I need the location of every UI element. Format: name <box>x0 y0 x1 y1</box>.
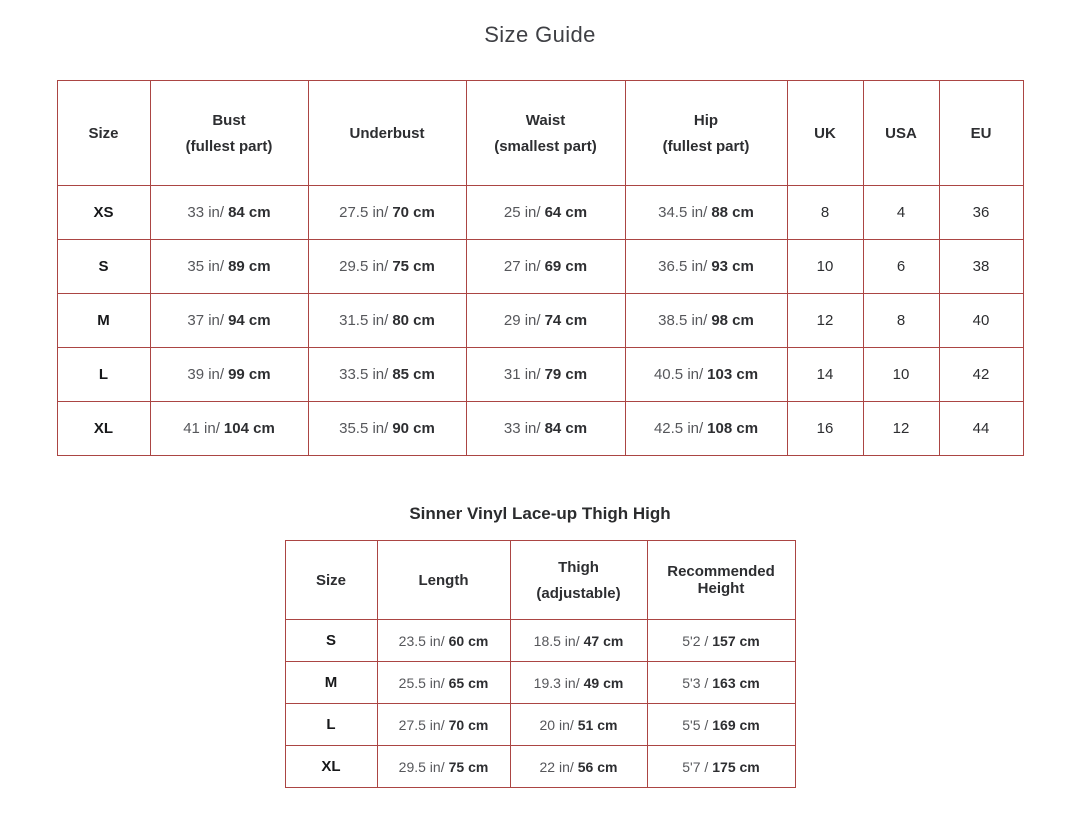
height-cell <box>647 704 795 746</box>
inches-value: 38.5 in/ <box>658 312 708 329</box>
underbust-cell <box>308 294 466 348</box>
inches-value: 29 in/ <box>503 312 541 329</box>
inches-value: 42.5 in/ <box>653 420 704 437</box>
size-cell: M <box>285 662 377 704</box>
uk-cell: 16 <box>787 402 863 456</box>
header-uk: UK <box>787 81 863 186</box>
usa-cell: 4 <box>863 186 939 240</box>
cm-value: 70 cm <box>392 204 435 221</box>
bust-cell <box>150 294 308 348</box>
table-row <box>285 704 795 746</box>
bust-cell <box>150 186 308 240</box>
height-cell <box>647 620 795 662</box>
length-cell <box>377 704 510 746</box>
header-waist-line2: (smallest part) <box>494 137 597 155</box>
thigh-cell <box>510 662 647 704</box>
cm-value: 90 cm <box>392 420 435 437</box>
feet-value: 5'3 / <box>682 674 709 691</box>
size-cell: L <box>57 348 150 402</box>
cm-value: 65 cm <box>448 674 489 691</box>
size-guide-table <box>57 80 1024 456</box>
header-waist-line1: Waist <box>525 111 566 129</box>
inches-value: 29.5 in/ <box>339 258 389 275</box>
header-eu: EU <box>939 81 1023 186</box>
size-cell: S <box>285 620 377 662</box>
cm-value: 70 cm <box>448 716 489 733</box>
inches-value: 27.5 in/ <box>398 716 445 733</box>
inches-value: 36.5 in/ <box>658 258 708 275</box>
inches-value: 40.5 in/ <box>653 366 704 383</box>
eu-cell: 36 <box>939 186 1023 240</box>
inches-value: 19.3 in/ <box>533 674 580 691</box>
cm-value: 56 cm <box>577 758 618 775</box>
hip-cell <box>625 348 787 402</box>
underbust-cell <box>308 186 466 240</box>
header-thigh-line2: (adjustable) <box>536 584 621 602</box>
thigh-cell <box>510 704 647 746</box>
eu-cell: 44 <box>939 402 1023 456</box>
table-row <box>57 294 1023 348</box>
cm-value: 104 cm <box>223 420 275 437</box>
table-header-row <box>285 541 795 620</box>
cm-value: 93 cm <box>711 258 754 275</box>
inches-value: 27.5 in/ <box>339 204 389 221</box>
header-thigh-line1: Thigh <box>558 558 599 576</box>
header-underbust: Underbust <box>308 81 466 186</box>
underbust-cell <box>308 348 466 402</box>
feet-value: 5'2 / <box>682 632 709 649</box>
size-cell: XL <box>285 746 377 788</box>
waist-cell <box>466 240 625 294</box>
size-cell: L <box>285 704 377 746</box>
cm-value: 79 cm <box>544 366 588 383</box>
height-cell <box>647 662 795 704</box>
waist-cell <box>466 402 625 456</box>
cm-value: 69 cm <box>544 258 588 275</box>
waist-cell <box>466 348 625 402</box>
cm-value: 47 cm <box>583 632 624 649</box>
header-thigh <box>510 541 647 620</box>
size-cell: M <box>57 294 150 348</box>
bust-cell <box>150 402 308 456</box>
table-row <box>285 746 795 788</box>
inches-value: 25.5 in/ <box>398 674 445 691</box>
inches-value: 39 in/ <box>187 366 225 383</box>
inches-value: 27 in/ <box>503 258 541 275</box>
header-bust <box>150 81 308 186</box>
length-cell <box>377 662 510 704</box>
cm-value: 80 cm <box>392 312 435 329</box>
cm-value: 98 cm <box>711 312 754 329</box>
waist-cell <box>466 294 625 348</box>
header-waist <box>466 81 625 186</box>
usa-cell: 12 <box>863 402 939 456</box>
cm-value: 60 cm <box>448 632 489 649</box>
waist-cell <box>466 186 625 240</box>
hip-cell <box>625 294 787 348</box>
cm-value: 85 cm <box>392 366 435 383</box>
table-row <box>285 662 795 704</box>
uk-cell: 14 <box>787 348 863 402</box>
cm-value: 75 cm <box>448 758 489 775</box>
cm-value: 74 cm <box>544 312 588 329</box>
cm-value: 75 cm <box>392 258 435 275</box>
uk-cell: 10 <box>787 240 863 294</box>
usa-cell: 8 <box>863 294 939 348</box>
size-cell: S <box>57 240 150 294</box>
inches-value: 29.5 in/ <box>398 758 445 775</box>
hip-cell <box>625 402 787 456</box>
thigh-cell <box>510 620 647 662</box>
length-cell <box>377 620 510 662</box>
inches-value: 33 in/ <box>187 204 225 221</box>
bust-cell <box>150 348 308 402</box>
inches-value: 22 in/ <box>539 758 574 775</box>
inches-value: 18.5 in/ <box>533 632 580 649</box>
header-hip-line2: (fullest part) <box>662 137 750 155</box>
height-cell <box>647 746 795 788</box>
header-hip <box>625 81 787 186</box>
table-row <box>57 402 1023 456</box>
inches-value: 35.5 in/ <box>339 420 389 437</box>
header-bust-line2: (fullest part) <box>185 137 273 155</box>
feet-value: 5'5 / <box>682 716 709 733</box>
inches-value: 25 in/ <box>503 204 541 221</box>
cm-value: 84 cm <box>544 420 588 437</box>
cm-value: 51 cm <box>577 716 618 733</box>
hip-cell <box>625 240 787 294</box>
table-row <box>285 620 795 662</box>
inches-value: 31.5 in/ <box>339 312 389 329</box>
header-size: Size <box>285 541 377 620</box>
inches-value: 23.5 in/ <box>398 632 445 649</box>
table-row <box>57 348 1023 402</box>
size-cell: XS <box>57 186 150 240</box>
inches-value: 31 in/ <box>503 366 541 383</box>
eu-cell: 42 <box>939 348 1023 402</box>
uk-cell: 8 <box>787 186 863 240</box>
inches-value: 41 in/ <box>183 420 220 437</box>
uk-cell: 12 <box>787 294 863 348</box>
header-bust-line1: Bust <box>212 111 246 129</box>
eu-cell: 38 <box>939 240 1023 294</box>
cm-value: 89 cm <box>228 258 271 275</box>
header-hip-line1: Hip <box>693 111 719 129</box>
cm-value: 88 cm <box>711 204 754 221</box>
header-usa: USA <box>863 81 939 186</box>
underbust-cell <box>308 402 466 456</box>
cm-value: 157 cm <box>712 632 760 649</box>
cm-value: 103 cm <box>707 366 759 383</box>
header-recommended-height: Recommended Height <box>647 541 795 620</box>
table-row <box>57 240 1023 294</box>
inches-value: 34.5 in/ <box>658 204 708 221</box>
cm-value: 64 cm <box>544 204 588 221</box>
size-cell: XL <box>57 402 150 456</box>
eu-cell: 40 <box>939 294 1023 348</box>
cm-value: 108 cm <box>707 420 759 437</box>
page-title: Size Guide <box>484 22 596 47</box>
header-size: Size <box>57 81 150 186</box>
length-cell <box>377 746 510 788</box>
cm-value: 175 cm <box>712 758 760 775</box>
inches-value: 33.5 in/ <box>339 366 389 383</box>
table-row <box>57 186 1023 240</box>
feet-value: 5'7 / <box>682 758 709 775</box>
inches-value: 37 in/ <box>187 312 225 329</box>
usa-cell: 6 <box>863 240 939 294</box>
cm-value: 163 cm <box>712 674 760 691</box>
cm-value: 94 cm <box>228 312 271 329</box>
cm-value: 84 cm <box>228 204 271 221</box>
cm-value: 169 cm <box>712 716 760 733</box>
usa-cell: 10 <box>863 348 939 402</box>
bust-cell <box>150 240 308 294</box>
inches-value: 20 in/ <box>539 716 574 733</box>
table-header-row <box>57 81 1023 186</box>
cm-value: 49 cm <box>583 674 624 691</box>
cm-value: 99 cm <box>228 366 271 383</box>
product-table-title: Sinner Vinyl Lace-up Thigh High <box>409 504 671 523</box>
thigh-high-size-table <box>285 540 796 788</box>
hip-cell <box>625 186 787 240</box>
underbust-cell <box>308 240 466 294</box>
inches-value: 33 in/ <box>503 420 541 437</box>
inches-value: 35 in/ <box>187 258 225 275</box>
thigh-cell <box>510 746 647 788</box>
header-length: Length <box>377 541 510 620</box>
